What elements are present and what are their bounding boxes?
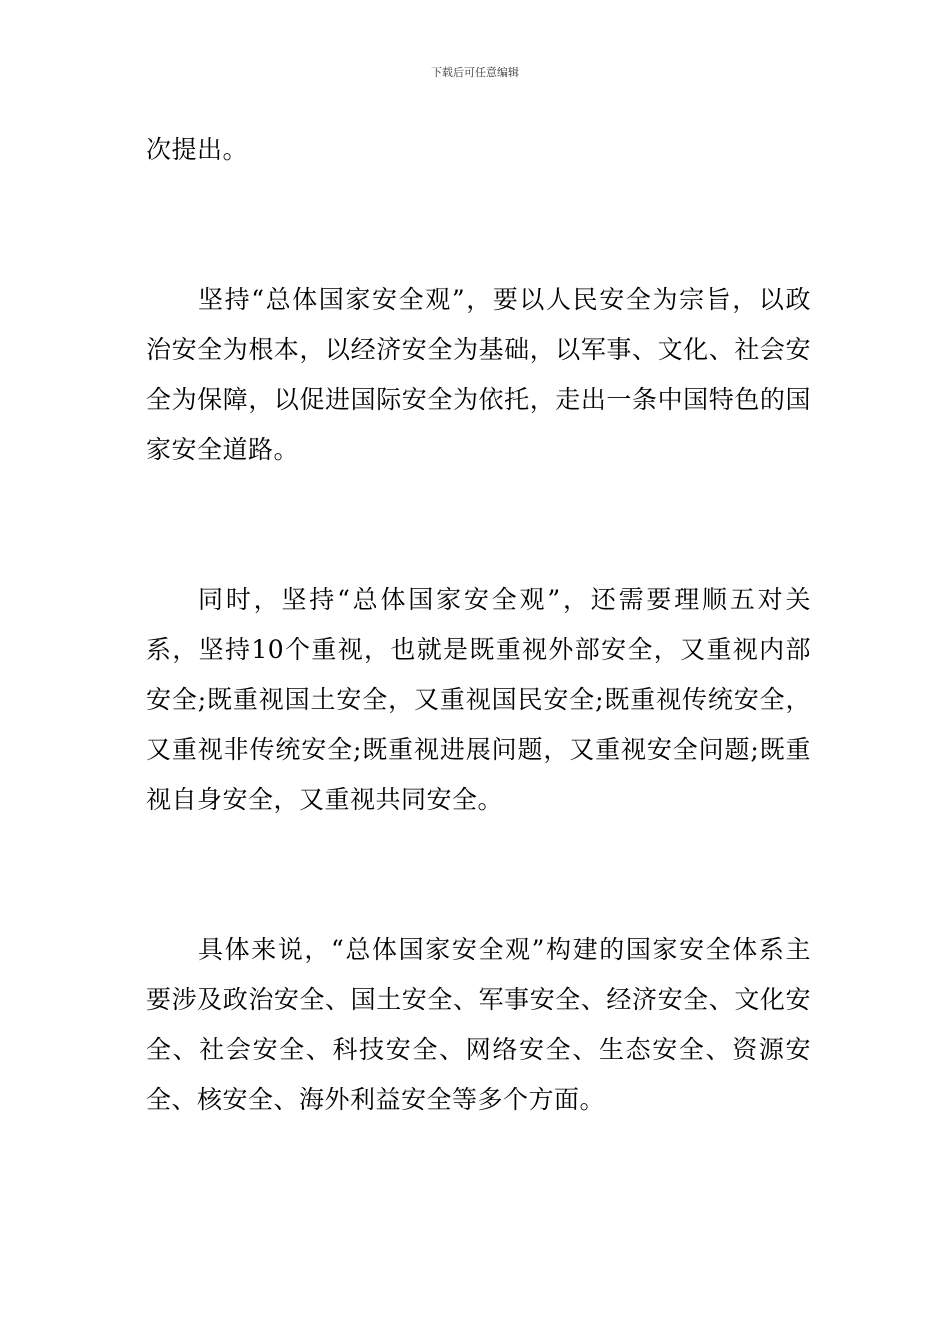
paragraph-five-relations: 同时，坚持“总体国家安全观”，还需要理顺五对关系，坚持10个重视，也就是既重视外部安全，又重视内部安全;既重视国土安全，又重视国民安全;既重视传统安全，又重视非传统安全;既重视进展问题，又重视安全问题;既重视自身安全，又重视共同安全。	[146, 585, 811, 814]
paragraph-gap	[146, 175, 811, 275]
paragraph-security-system: 具体来说，“总体国家安全观”构建的国家安全体系主要涉及政治安全、国土安全、军事安全、经济安全、文化安全、社会安全、科技安全、网络安全、生态安全、资源安全、核安全、海外利益安全等多个方面。	[146, 935, 811, 1114]
paragraph-principles: 坚持“总体国家安全观”，要以人民安全为宗旨，以政治安全为根本，以经济安全为基础，以军事、文化、社会安全为保障，以促进国际安全为依托，走出一条中国特色的国家安全道路。	[146, 285, 811, 464]
paragraph-continuation: 次提出。	[146, 135, 249, 164]
document-body	[146, 125, 811, 1125]
paragraph-gap	[146, 825, 811, 925]
page-header: 下载后可任意编辑	[431, 66, 519, 79]
paragraph-gap	[146, 475, 811, 575]
